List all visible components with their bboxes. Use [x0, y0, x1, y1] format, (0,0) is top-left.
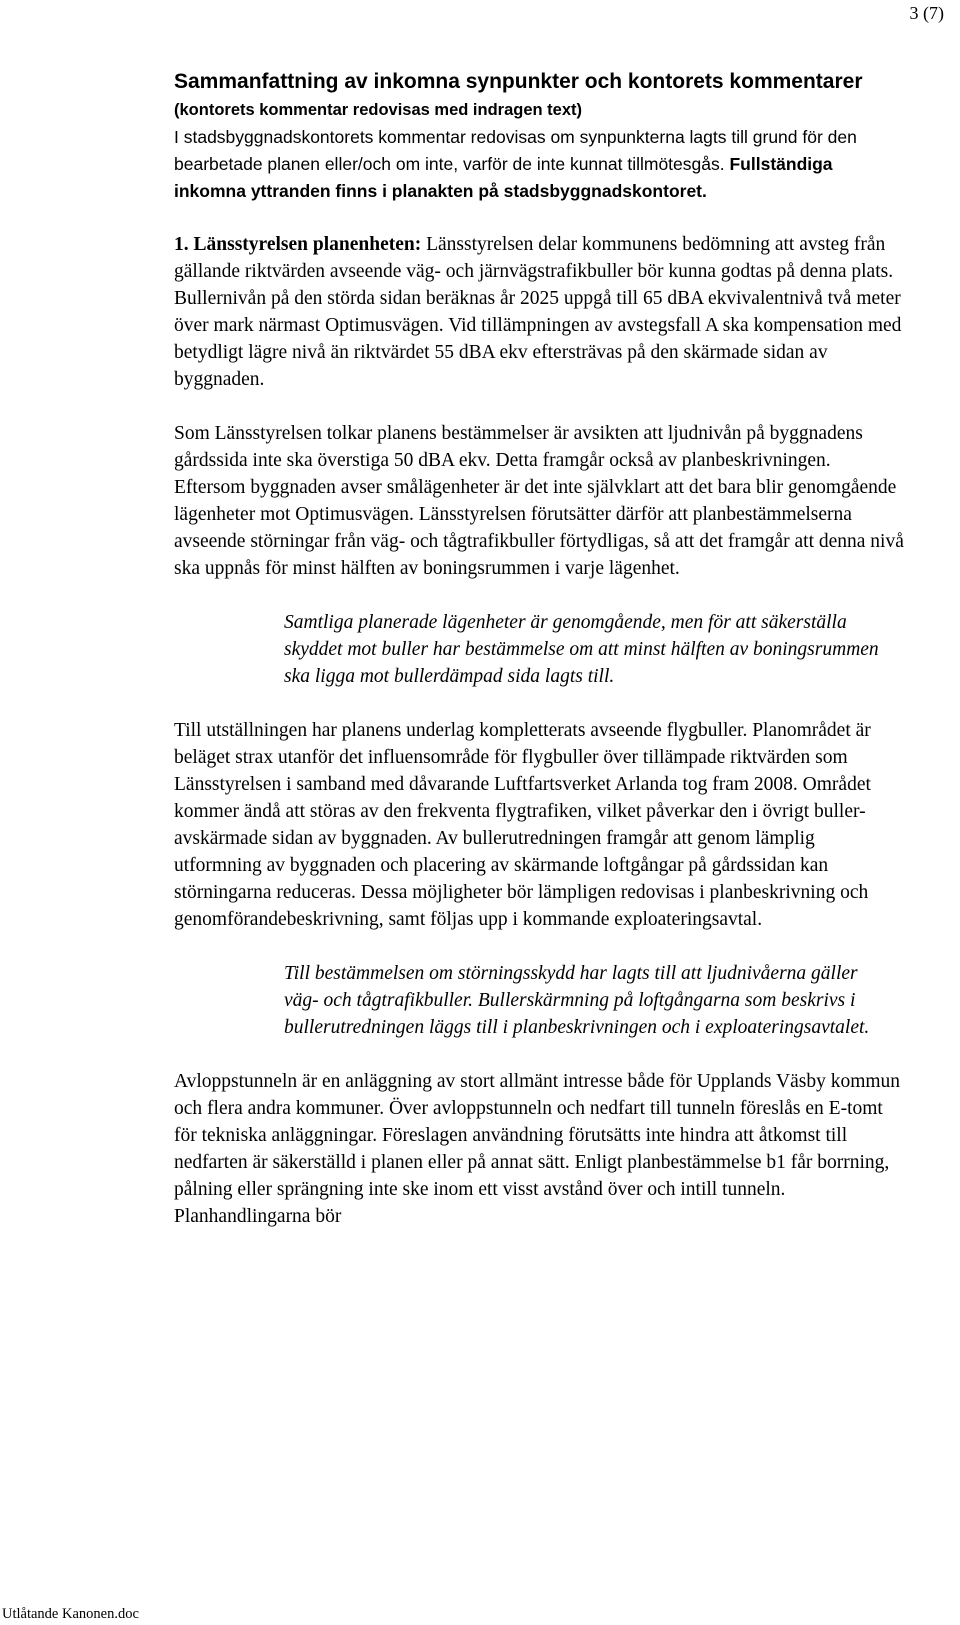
page-number: 3 (7) [909, 3, 944, 23]
section1-paragraph-1-text: Länsstyrelsen delar kommunens bedömning att avsteg från gällande riktvärden avseende väg- och järnvägstrafikbuller bör kunna godtas på denna plats. Bullernivån på den störda sidan beräknas år 2025 uppgå till 65 dBA ekvivalentnivå två meter över mark närmast Optimusvägen. Vid tillämpningen av avstegsfall A ska kompensation med betydligt lägre nivå än riktvärdet 55 dBA ekv eftersträvas på den skärmade sidan av byggnaden. [174, 234, 902, 390]
summary-title: Sammanfattning av inkomna synpunkter och kontorets kommentarer [174, 70, 863, 93]
summary-intro [174, 124, 904, 205]
section1-paragraph-2: Som Länsstyrelsen tolkar planens bestämmelser är avsikten att ljudnivån på byggnadens gårdssida inte ska överstiga 50 dBA ekv. Detta framgår också av planbeskrivningen. Eftersom byggnaden avser smålägenheter är det inte självklart att det bara blir genomgående lägenheter mot Optimusvägen. Länsstyrelsen förutsätter därför att planbestämmelserna avseende störningar från väg- och tågtrafikbuller förtydligas, så att det framgår att denna nivå ska uppnås för minst hälften av boningsrummen i varje lägenhet. [174, 423, 904, 579]
summary-intro-text: I stadsbyggnadskontorets kommentar redovisas om synpunkterna lagts till grund för den bearbetade planen eller/och om inte, varför de inte kunnat tillmötesgås. [174, 127, 857, 174]
section1-paragraph-1 [174, 231, 904, 393]
summary-title-note: (kontorets kommentar redovisas med indragen text) [174, 101, 583, 119]
footer-filename: Utlåtande Kanonen.doc [2, 1606, 139, 1622]
section1-paragraph-4: Avloppstunneln är en anläggning av stort allmänt intresse både för Upplands Väsby kommun och flera andra kommuner. Över avloppstunneln och nedfart till tunneln föreslås en E-tomt för tekniska anläggningar. Föreslagen användning förutsätts inte hindra att åtkomst till nedfarten är säkerställd i planen eller på annat sätt. Enligt planbestämmelse b1 får borrning, pålning eller sprängning inte ske inom ett visst avstånd över och intill tunneln. Planhandlingarna bör [174, 1071, 901, 1227]
section1-lead: 1. Länsstyrelsen planenheten: [174, 234, 422, 255]
office-comment-2: Till bestämmelsen om störningsskydd har lagts till att ljudnivåerna gäller väg- och tågtrafikbuller. Bullerskärmning på loftgångarna som beskrivs i bullerutredningen läggs till i planbeskrivningen och i exploateringsavtalet. [284, 963, 870, 1038]
section1-paragraph-3: Till utställningen har planens underlag kompletterats avseende flygbuller. Planområdet är beläget strax utanför det influensområde för flygbuller över tillämpade riktvärden som Länsstyrelsen i samband med dåvarande Luftfartsverket Arlanda tog fram 2008. Området kommer ändå att störas av den frekventa flygtrafiken, vilket påverkar den i övrigt buller-avskärmade sidan av byggnaden. Av bullerutredningen framgår att genom lämplig utformning av byggnaden och placering av skärmande loftgångar på gårdssidan kan störningarna reduceras. Dessa möjligheter bör lämpligen redovisas i planbeskrivning och genomförandebeskrivning, samt följas upp i kommande exploateringsavtal. [174, 720, 871, 930]
summary-heading [174, 68, 904, 124]
office-comment-1: Samtliga planerade lägenheter är genomgående, men för att säkerställa skyddet mot buller har bestämmelse om att minst hälften av boningsrummen ska ligga mot bullerdämpad sida lagts till. [284, 612, 879, 687]
summary-intro-bold: Fullständiga inkomna yttranden finns i planakten på stadsbyggnadskontoret. [174, 154, 833, 201]
document-body [174, 68, 904, 1257]
